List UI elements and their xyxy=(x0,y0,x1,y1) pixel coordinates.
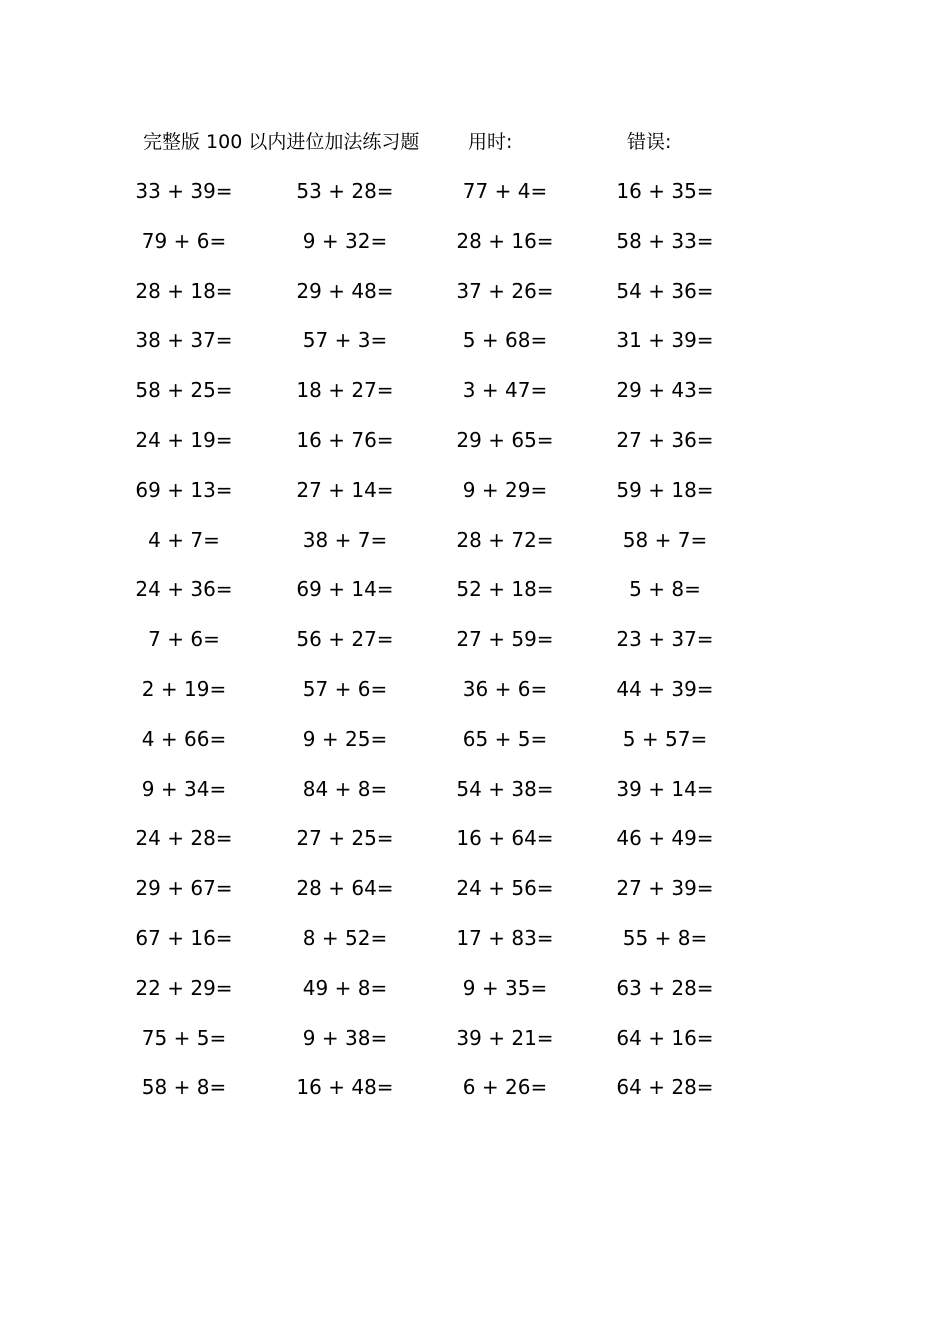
problem-cell: 16 + 76= xyxy=(296,427,394,452)
problem-cell: 9 + 29= xyxy=(462,477,548,502)
problem-cell: 65 + 5= xyxy=(462,726,548,751)
problem-row xyxy=(0,176,950,226)
problem-cell: 9 + 34= xyxy=(141,776,227,801)
worksheet-title: 完整版 100 以内进位加法练习题 xyxy=(143,131,420,153)
problem-cell: 4 + 7= xyxy=(148,527,220,552)
problem-cell: 8 + 52= xyxy=(302,925,388,950)
problem-cell: 44 + 39= xyxy=(616,676,714,701)
problem-row xyxy=(0,624,950,674)
problem-row xyxy=(0,674,950,724)
problem-cell: 37 + 26= xyxy=(456,278,554,303)
problem-cell: 5 + 8= xyxy=(629,577,701,602)
problem-cell: 54 + 36= xyxy=(616,278,714,303)
problem-cell: 38 + 7= xyxy=(302,527,388,552)
problem-row xyxy=(0,525,950,575)
problem-cell: 58 + 8= xyxy=(141,1075,227,1100)
problem-cell: 39 + 21= xyxy=(456,1025,554,1050)
problem-cell: 2 + 19= xyxy=(141,676,227,701)
problem-cell: 56 + 27= xyxy=(296,627,394,652)
problem-cell: 69 + 13= xyxy=(135,477,233,502)
problem-cell: 75 + 5= xyxy=(141,1025,227,1050)
problem-cell: 52 + 18= xyxy=(456,577,554,602)
problem-cell: 79 + 6= xyxy=(141,228,227,253)
problem-cell: 27 + 25= xyxy=(296,826,394,851)
problem-cell: 39 + 14= xyxy=(616,776,714,801)
problem-row xyxy=(0,574,950,624)
problem-cell: 63 + 28= xyxy=(616,975,714,1000)
problem-cell: 28 + 64= xyxy=(296,876,394,901)
problem-cell: 24 + 19= xyxy=(135,427,233,452)
problem-cell: 9 + 32= xyxy=(302,228,388,253)
problem-cell: 17 + 83= xyxy=(456,925,554,950)
problem-cell: 29 + 48= xyxy=(296,278,394,303)
problem-cell: 59 + 18= xyxy=(616,477,714,502)
problem-cell: 77 + 4= xyxy=(462,179,548,203)
problem-cell: 55 + 8= xyxy=(622,925,708,950)
problem-cell: 28 + 18= xyxy=(135,278,233,303)
problem-row xyxy=(0,923,950,973)
problem-cell: 9 + 38= xyxy=(302,1025,388,1050)
problem-row xyxy=(0,973,950,1023)
problem-row xyxy=(0,1023,950,1073)
problem-cell: 84 + 8= xyxy=(302,776,388,801)
problem-cell: 29 + 67= xyxy=(135,876,233,901)
problem-cell: 54 + 38= xyxy=(456,776,554,801)
problem-cell: 53 + 28= xyxy=(296,179,394,203)
problem-cell: 46 + 49= xyxy=(616,826,714,851)
problem-cell: 64 + 28= xyxy=(616,1075,714,1100)
problem-cell: 22 + 29= xyxy=(135,975,233,1000)
problem-cell: 5 + 57= xyxy=(622,726,708,751)
problem-row xyxy=(0,375,950,425)
problem-cell: 36 + 6= xyxy=(462,676,548,701)
problem-cell: 38 + 37= xyxy=(135,328,233,353)
problem-row xyxy=(0,873,950,923)
time-label: 用时: xyxy=(468,131,513,153)
problem-cell: 9 + 35= xyxy=(462,975,548,1000)
problem-cell: 28 + 16= xyxy=(456,228,554,253)
problem-row xyxy=(0,1072,950,1122)
problem-cell: 16 + 48= xyxy=(296,1075,394,1100)
problem-cell: 16 + 35= xyxy=(616,179,714,203)
problem-row xyxy=(0,226,950,276)
problem-grid xyxy=(0,176,950,1122)
problem-row xyxy=(0,475,950,525)
problem-cell: 24 + 56= xyxy=(456,876,554,901)
problem-cell: 27 + 59= xyxy=(456,627,554,652)
problem-cell: 58 + 25= xyxy=(135,378,233,403)
problem-cell: 23 + 37= xyxy=(616,627,714,652)
problem-cell: 33 + 39= xyxy=(135,179,233,203)
problem-cell: 29 + 65= xyxy=(456,427,554,452)
problem-cell: 24 + 28= xyxy=(135,826,233,851)
problem-row xyxy=(0,425,950,475)
problem-cell: 28 + 72= xyxy=(456,527,554,552)
problem-cell: 67 + 16= xyxy=(135,925,233,950)
problem-cell: 27 + 14= xyxy=(296,477,394,502)
problem-cell: 69 + 14= xyxy=(296,577,394,602)
problem-cell: 27 + 39= xyxy=(616,876,714,901)
problem-cell: 7 + 6= xyxy=(148,627,220,652)
problem-cell: 29 + 43= xyxy=(616,378,714,403)
problem-cell: 16 + 64= xyxy=(456,826,554,851)
problem-row xyxy=(0,823,950,873)
problem-cell: 58 + 7= xyxy=(622,527,708,552)
problem-cell: 31 + 39= xyxy=(616,328,714,353)
problem-cell: 5 + 68= xyxy=(462,328,548,353)
problem-cell: 6 + 26= xyxy=(462,1075,548,1100)
problem-cell: 18 + 27= xyxy=(296,378,394,403)
problem-row xyxy=(0,325,950,375)
problem-cell: 57 + 3= xyxy=(302,328,388,353)
problem-cell: 64 + 16= xyxy=(616,1025,714,1050)
problem-cell: 9 + 25= xyxy=(302,726,388,751)
problem-row xyxy=(0,276,950,326)
problem-cell: 27 + 36= xyxy=(616,427,714,452)
error-label: 错误: xyxy=(627,131,672,153)
problem-cell: 49 + 8= xyxy=(302,975,388,1000)
problem-cell: 57 + 6= xyxy=(302,676,388,701)
problem-cell: 4 + 66= xyxy=(141,726,227,751)
problem-row xyxy=(0,774,950,824)
problem-cell: 58 + 33= xyxy=(616,228,714,253)
problem-cell: 24 + 36= xyxy=(135,577,233,602)
problem-row xyxy=(0,724,950,774)
worksheet-header xyxy=(0,128,950,158)
problem-cell: 3 + 47= xyxy=(462,378,548,403)
